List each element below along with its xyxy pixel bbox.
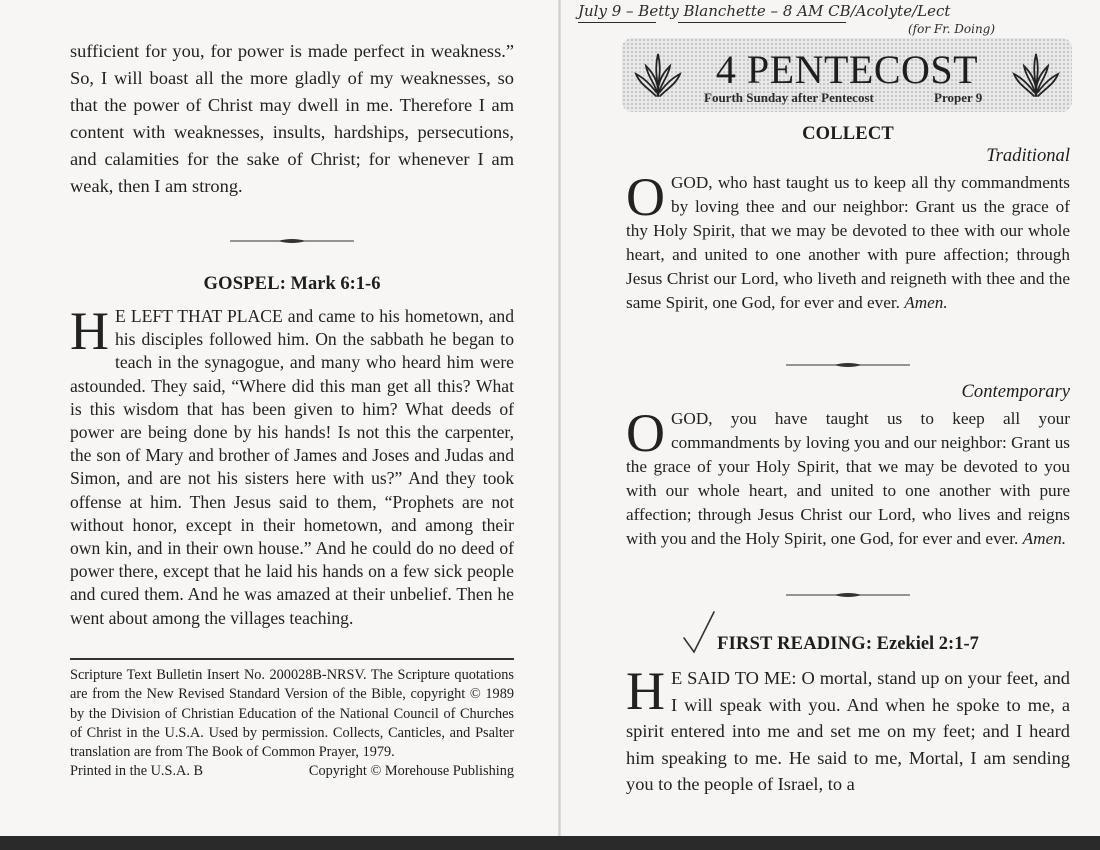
footnote-text: Scripture Text Bulletin Insert No. 200028B-NRSV. The Scripture quotations are from the New Revised Standard Version of the Bible, copyright © 1989 by the Division of Christian Education of the National Council of Churches of Christ in the U.S.A. Used by permission. Collects, Canticles, and Psalter translation are from The Book of Common Prayer, 1979. bbox=[70, 667, 514, 761]
contemporary-body: GOD, you have taught us to keep all your commandments by loving you and our neighbor: Grant us the grace of your Holy Spirit, that we may be devoted to you with our whole heart, and united to one another with pure affection; through Jesus Christ our Lord, who lives and reigns with you and the Holy Spirit, one God, for ever and ever. bbox=[626, 409, 1070, 548]
contemporary-label: Contemporary bbox=[961, 381, 1070, 402]
traditional-dropcap: O bbox=[626, 167, 665, 227]
gospel-reference: : Mark 6:1-6 bbox=[279, 274, 381, 294]
scan-edge bbox=[0, 836, 1100, 850]
banner-subtitle: Fourth Sunday after Pentecost bbox=[704, 90, 874, 105]
collect-heading bbox=[626, 124, 1070, 145]
ornament-rule bbox=[786, 592, 910, 598]
ornament-rule bbox=[786, 362, 910, 368]
handwritten-line-2: (for Fr. Doing) bbox=[908, 22, 996, 36]
traditional-label: Traditional bbox=[986, 145, 1070, 166]
contemporary-text bbox=[626, 403, 1070, 551]
gospel-heading bbox=[70, 274, 514, 295]
divider-ornament bbox=[230, 238, 354, 244]
contemporary-amen: Amen. bbox=[1022, 529, 1067, 548]
gospel-dropcap: H bbox=[70, 301, 109, 361]
collect-traditional bbox=[626, 145, 1070, 315]
contemporary-dropcap: O bbox=[626, 403, 665, 463]
gospel-lead: E LEFT THAT PLACE bbox=[115, 306, 283, 326]
publisher-copyright: Copyright © Morehouse Publishing bbox=[308, 763, 514, 780]
gospel-text bbox=[70, 301, 514, 630]
footnote-printed-line bbox=[70, 762, 514, 781]
first-reading-body: O mortal, stand up on your feet, and I will speak with you. And when he spoke to me, a spirit entered into me and set me on my feet; and I heard him speaking to me. He said to me, Mortal, I am sending you to the people of Israel, to a bbox=[626, 668, 1070, 794]
handwritten-underline bbox=[578, 22, 656, 23]
traditional-body: GOD, who hast taught us to keep all thy commandments by loving thee and our neighbor: Grant us the grace of thy Holy Spirit, that we may be devoted to thee with our whole heart, and united to one another with pure affection; through Jesus Christ our Lord, who liveth and reigneth with thee and the same Spirit, one God, for ever and ever. bbox=[626, 173, 1070, 312]
divider-ornament bbox=[786, 592, 910, 598]
epistle-continuation: sufficient for you, for power is made perfect in weakness.” So, I will boast all the more gladly of my weaknesses, so that the power of Christ may dwell in me. Therefore I am content with weaknesses, insults, hardships, persecutions, and calamities for the sake of Christ; for whenever I am weak, then I am strong. bbox=[70, 41, 514, 196]
traditional-amen: Amen. bbox=[904, 293, 948, 312]
first-reading-reference: : Ezekiel 2:1-7 bbox=[865, 634, 979, 654]
divider-ornament bbox=[786, 362, 910, 368]
flame-icon bbox=[1010, 48, 1062, 100]
collect-label: COLLECT bbox=[802, 124, 894, 144]
banner-proper: Proper 9 bbox=[934, 90, 983, 105]
banner-title: 4 PENTECOST bbox=[715, 47, 979, 92]
handwritten-underline bbox=[678, 22, 846, 23]
printed-in: Printed in the U.S.A. B bbox=[70, 763, 204, 780]
first-reading-lead: E SAID TO ME: bbox=[671, 668, 797, 688]
copyright-footnote bbox=[70, 658, 514, 782]
gospel-body: and came to his hometown, and his disciples followed him. On the sabbath he began to teach in the synagogue, and many who heard him were astounded. They said, “Where did this man get all this? What is this wisdom that has been given to him? What deeds of power are being done by his hands! Is not this the carpenter, the son of Mary and brother of James and Joses and Judas and Simon, and are not his sisters here with us?” And they took offense at him. Then Jesus said to them, “Prophets are not without honor, except in their hometown, and among their own kin, and in their own house.” And he could do no deed of power there, except that he laid his hands on a few sick people and cured them. And he was amazed at their unbelief. Then he went about among the villages teaching. bbox=[70, 306, 514, 628]
ornament-rule bbox=[230, 238, 354, 244]
first-reading-dropcap: H bbox=[626, 661, 665, 721]
handwritten-line-1: July 9 – Betty Blanchette – 8 AM CB/Acolyte/Lect bbox=[578, 2, 951, 20]
collect-contemporary bbox=[626, 381, 1070, 551]
first-reading-label: FIRST READING bbox=[717, 634, 866, 654]
gospel-label: GOSPEL bbox=[203, 274, 280, 294]
traditional-text bbox=[626, 167, 1070, 315]
first-reading-text bbox=[626, 661, 1070, 798]
first-reading-heading bbox=[626, 634, 1070, 655]
liturgical-banner bbox=[622, 38, 1072, 112]
left-column bbox=[70, 38, 514, 630]
page-fold bbox=[558, 0, 561, 850]
